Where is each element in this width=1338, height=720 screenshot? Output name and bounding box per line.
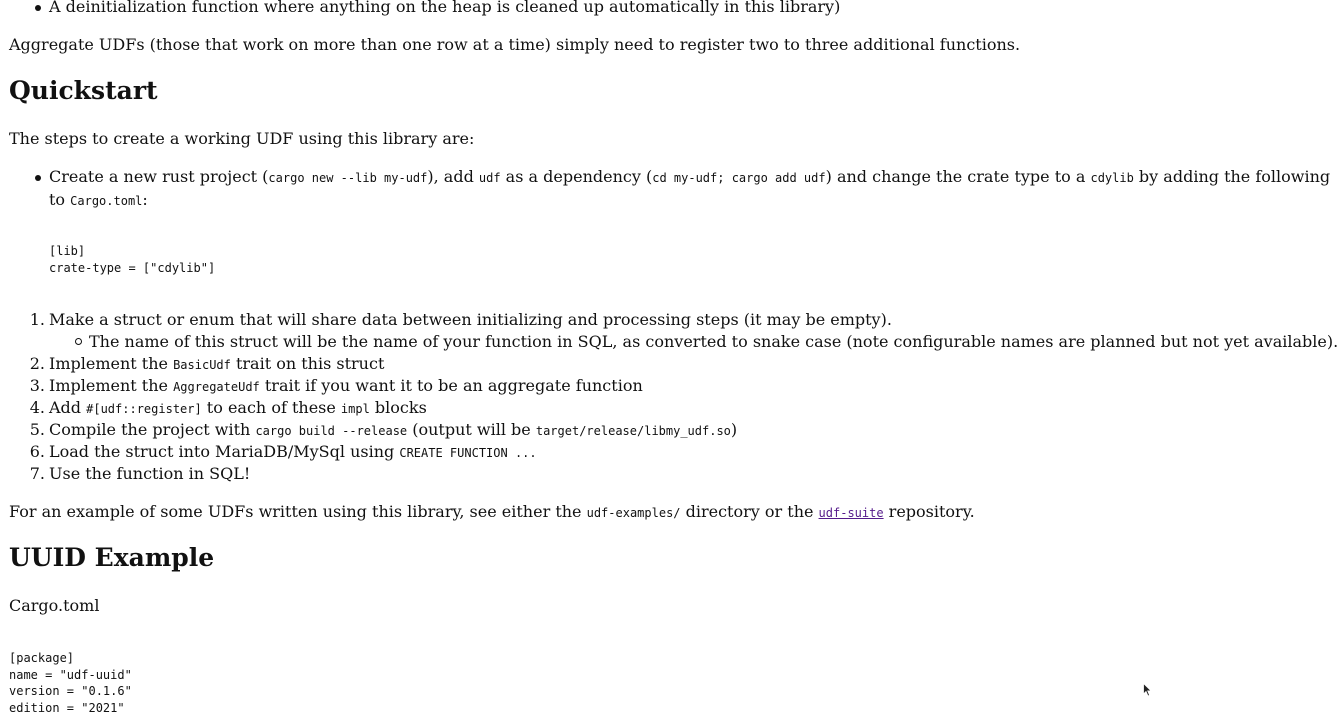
step-number: 4. bbox=[29, 398, 45, 417]
lib-code-block: [lib] crate-type = ["cdylib"] bbox=[49, 244, 216, 275]
example-text-1: For an example of some UDFs written using this library, see either the bbox=[9, 502, 587, 521]
basicudf-code: BasicUdf bbox=[173, 358, 231, 372]
step-3-text-2: trait if you want it to be an aggregate function bbox=[259, 376, 643, 395]
step-6-text bbox=[49, 442, 537, 463]
aggregateudf-code: AggregateUdf bbox=[173, 380, 260, 394]
cargo-toml-code: Cargo.toml bbox=[70, 194, 143, 208]
udf-suite-link-text: udf-suite bbox=[818, 506, 884, 520]
example-paragraph bbox=[9, 502, 975, 523]
quickstart-heading: Quickstart bbox=[9, 76, 158, 105]
create-project-text-2: ), add bbox=[427, 167, 479, 186]
top-bullet-text: A deinitialization function where anything on the heap is cleaned up automatically in this library) bbox=[49, 0, 841, 16]
step-1-text: Make a struct or enum that will share data between initializing and processing steps (it may be empty). bbox=[49, 310, 892, 329]
sub-list-bullet bbox=[75, 338, 82, 345]
step-4-text-1: Add bbox=[49, 398, 87, 417]
step-6-text-1: Load the struct into MariaDB/MySql using bbox=[49, 442, 400, 461]
step-number: 5. bbox=[29, 420, 45, 439]
step-3-text bbox=[49, 376, 643, 397]
create-project-bullet bbox=[49, 167, 1330, 188]
step-5-text-1: Compile the project with bbox=[49, 420, 256, 439]
step-4-text-3: blocks bbox=[369, 398, 427, 417]
step-2-text bbox=[49, 354, 384, 375]
step-number: 2. bbox=[29, 354, 45, 373]
step-1-sub-bullet: The name of this struct will be the name of your function in SQL, as converted to snake case (note configurable names are planned but not yet available). bbox=[89, 332, 1338, 351]
cargo-toml-label: Cargo.toml bbox=[9, 596, 100, 615]
cargo-build-code: cargo build --release bbox=[255, 424, 408, 438]
step-number: 1. bbox=[29, 310, 45, 329]
cargo-add-code: cd my-udf; cargo add udf bbox=[652, 171, 826, 185]
cargo-new-code: cargo new --lib my-udf bbox=[268, 171, 428, 185]
udf-suite-link[interactable] bbox=[819, 502, 884, 521]
step-5-text-3: ) bbox=[730, 420, 738, 439]
create-project-text-5: by adding the following bbox=[1133, 167, 1331, 186]
register-attr-code: #[udf::register] bbox=[86, 402, 202, 416]
step-4-text bbox=[49, 398, 427, 419]
step-5-text-2: (output will be bbox=[407, 420, 536, 439]
output-path-code: target/release/libmy_udf.so bbox=[535, 424, 731, 438]
create-project-text-6: to bbox=[49, 190, 71, 209]
create-project-text-1: Create a new rust project ( bbox=[49, 167, 269, 186]
create-project-bullet-line2 bbox=[49, 190, 148, 211]
udf-code: udf bbox=[478, 171, 501, 185]
step-5-text bbox=[49, 420, 737, 441]
mouse-pointer-icon bbox=[1143, 683, 1153, 697]
impl-code: impl bbox=[340, 402, 370, 416]
step-2-text-2: trait on this struct bbox=[230, 354, 385, 373]
list-bullet bbox=[35, 5, 41, 11]
step-4-text-2: to each of these bbox=[201, 398, 341, 417]
cdylib-code: cdylib bbox=[1090, 171, 1134, 185]
example-text-3: repository. bbox=[883, 502, 975, 521]
create-project-text-3: as a dependency ( bbox=[500, 167, 653, 186]
create-project-text-7: : bbox=[142, 190, 148, 209]
aggregate-paragraph: Aggregate UDFs (those that work on more than one row at a time) simply need to register two to three additional functions. bbox=[9, 35, 1021, 54]
uuid-example-heading: UUID Example bbox=[9, 543, 215, 572]
step-3-text-1: Implement the bbox=[49, 376, 174, 395]
step-number: 3. bbox=[29, 376, 45, 395]
list-bullet bbox=[35, 175, 41, 181]
udf-examples-code: udf-examples/ bbox=[586, 506, 681, 520]
step-7-text: Use the function in SQL! bbox=[49, 464, 251, 483]
step-2-text-1: Implement the bbox=[49, 354, 174, 373]
create-function-code: CREATE FUNCTION ... bbox=[399, 446, 537, 460]
create-project-text-4: ) and change the crate type to a bbox=[825, 167, 1091, 186]
package-code-block: [package] name = "udf-uuid" version = "0.1.6" edition = "2021" bbox=[9, 651, 132, 715]
example-text-2: directory or the bbox=[680, 502, 819, 521]
step-number: 7. bbox=[29, 464, 45, 483]
step-number: 6. bbox=[29, 442, 45, 461]
quickstart-intro: The steps to create a working UDF using this library are: bbox=[9, 129, 475, 148]
